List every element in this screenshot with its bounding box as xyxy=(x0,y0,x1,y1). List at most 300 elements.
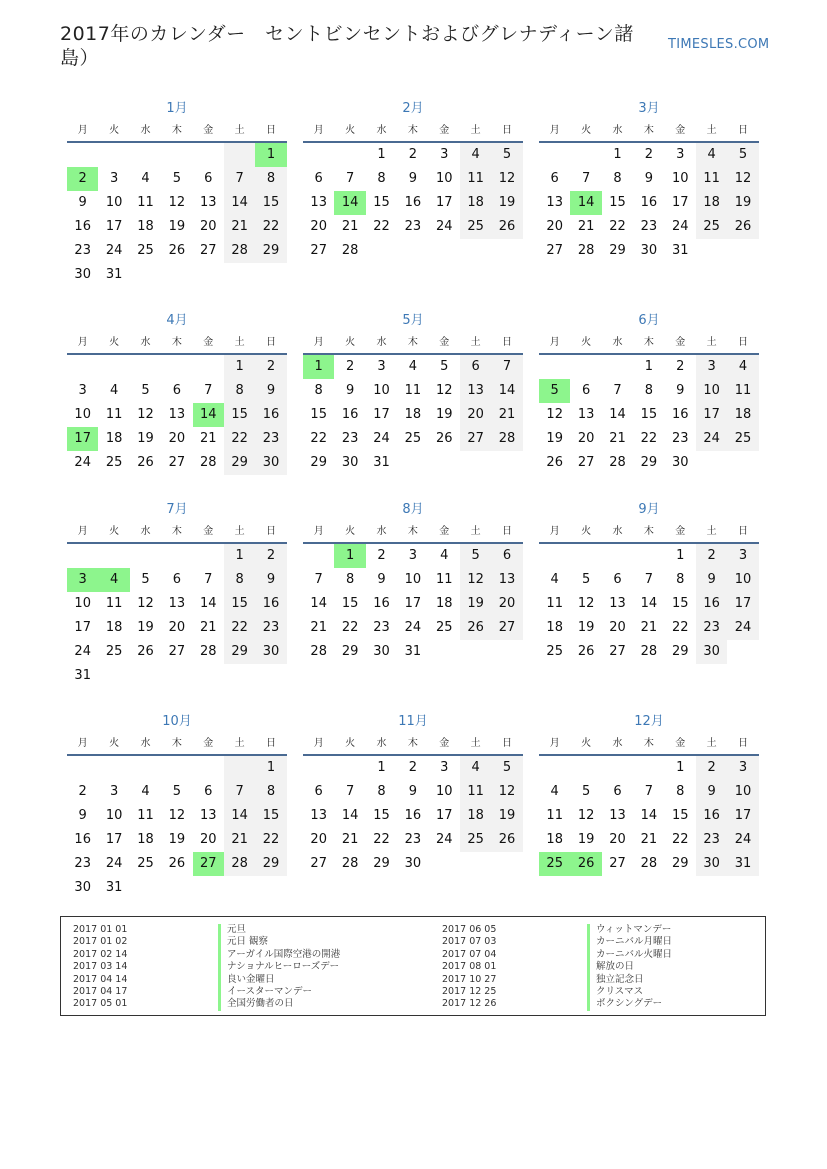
empty-cell xyxy=(570,143,601,167)
day-cell: 2 xyxy=(408,147,417,162)
day-cell: 10 xyxy=(373,383,390,398)
month-10 xyxy=(67,711,287,900)
day-cell: 30 xyxy=(74,267,91,282)
empty-cell xyxy=(539,143,570,167)
holiday-date: 2017 12 26 xyxy=(442,998,497,1010)
weekday-label: 火 xyxy=(345,526,356,537)
weekday-label: 日 xyxy=(266,526,277,537)
weekday-label: 水 xyxy=(140,526,151,537)
weekday-label: 火 xyxy=(345,337,356,348)
day-cell: 27 xyxy=(460,427,491,451)
month-9 xyxy=(539,499,759,664)
day-cell: 1 xyxy=(377,147,386,162)
day-cell: 27 xyxy=(609,856,626,871)
day-cell: 4 xyxy=(408,359,417,374)
day-cell: 3 xyxy=(109,171,119,186)
empty-cell xyxy=(67,355,98,379)
day-cell: 31 xyxy=(727,852,758,876)
day-cell: 18 xyxy=(727,403,758,427)
month-6 xyxy=(539,310,759,475)
day-cell: 11 xyxy=(105,596,123,611)
page-title: 2017年のカレンダー セントビンセントおよびグレナディーン諸島） xyxy=(60,23,634,69)
day-cell: 30 xyxy=(696,640,727,664)
day-cell: 9 xyxy=(78,195,87,210)
day-cell: 27 xyxy=(609,644,626,659)
day-cell: 3 xyxy=(408,548,417,563)
holiday-day-cell: 3 xyxy=(67,568,98,592)
holiday-day-cell: 2 xyxy=(67,167,98,191)
day-cell: 20 xyxy=(609,832,626,847)
weekday-label: 木 xyxy=(171,337,182,348)
holiday-date: 2017 02 14 xyxy=(73,948,128,960)
day-cell: 22 xyxy=(255,828,286,852)
day-cell: 31 xyxy=(404,644,422,659)
day-cell: 3 xyxy=(78,383,87,398)
day-cell: 21 xyxy=(341,219,359,234)
day-cell: 26 xyxy=(137,644,154,659)
weekday-label: 土 xyxy=(234,125,245,136)
day-cell: 3 xyxy=(377,359,386,374)
day-cell: 10 xyxy=(696,379,727,403)
weekday-label: 火 xyxy=(109,526,120,537)
day-cell: 22 xyxy=(224,427,255,451)
day-cell: 11 xyxy=(727,379,758,403)
month-name: 3月 xyxy=(638,101,660,116)
day-cell: 23 xyxy=(255,616,286,640)
day-cell: 16 xyxy=(341,407,359,422)
day-cell: 4 xyxy=(550,784,559,799)
day-cell: 19 xyxy=(460,592,491,616)
day-cell: 25 xyxy=(460,828,491,852)
day-cell: 27 xyxy=(310,856,327,871)
day-cell: 9 xyxy=(255,379,286,403)
day-cell: 20 xyxy=(609,620,626,635)
day-cell: 2 xyxy=(676,359,685,374)
day-cell: 13 xyxy=(577,407,595,422)
day-cell: 25 xyxy=(137,243,154,258)
day-cell: 6 xyxy=(314,171,323,186)
empty-cell xyxy=(539,544,570,568)
holiday-day-cell: 5 xyxy=(539,379,570,403)
day-cell: 12 xyxy=(491,780,522,804)
weekday-label: 木 xyxy=(407,125,418,136)
day-cell: 15 xyxy=(373,195,390,210)
day-cell: 25 xyxy=(546,644,563,659)
weekday-label: 日 xyxy=(502,738,513,749)
day-cell: 16 xyxy=(74,219,91,234)
day-cell: 6 xyxy=(460,355,491,379)
day-cell: 10 xyxy=(727,568,758,592)
day-cell: 18 xyxy=(404,407,422,422)
weekday-label: 金 xyxy=(203,337,214,348)
day-cell: 8 xyxy=(345,572,355,587)
holiday-day-cell: 14 xyxy=(570,191,601,215)
day-cell: 4 xyxy=(550,572,559,587)
weekday-label: 日 xyxy=(266,337,277,348)
day-cell: 5 xyxy=(491,756,522,780)
day-cell: 5 xyxy=(440,359,449,374)
day-cell: 20 xyxy=(199,219,217,234)
day-cell: 7 xyxy=(204,572,213,587)
empty-cell xyxy=(193,544,224,568)
weekday-label: 火 xyxy=(581,738,592,749)
day-cell: 28 xyxy=(199,644,217,659)
day-cell: 28 xyxy=(199,455,217,470)
day-cell: 30 xyxy=(341,455,359,470)
day-cell: 2 xyxy=(408,760,417,775)
day-cell: 26 xyxy=(460,616,491,640)
day-cell: 21 xyxy=(640,620,658,635)
month-name: 11月 xyxy=(398,714,428,729)
weekday-label: 木 xyxy=(643,125,654,136)
day-cell: 15 xyxy=(671,808,689,823)
weekday-label: 金 xyxy=(203,526,214,537)
empty-cell xyxy=(303,143,334,167)
day-cell: 23 xyxy=(373,620,390,635)
day-cell: 12 xyxy=(727,167,758,191)
empty-cell xyxy=(334,756,365,780)
day-cell: 13 xyxy=(310,808,327,823)
day-cell: 24 xyxy=(74,455,91,470)
day-cell: 22 xyxy=(341,620,359,635)
weekday-label: 金 xyxy=(675,125,686,136)
holiday-name: カーニバル月曜日 xyxy=(587,936,672,948)
day-cell: 16 xyxy=(373,596,390,611)
day-cell: 17 xyxy=(727,804,758,828)
day-cell: 14 xyxy=(199,596,217,611)
day-cell: 12 xyxy=(577,596,595,611)
day-cell: 24 xyxy=(74,644,91,659)
day-cell: 25 xyxy=(137,856,154,871)
weekday-label: 木 xyxy=(171,738,182,749)
day-cell: 11 xyxy=(460,167,491,191)
day-cell: 17 xyxy=(105,219,123,234)
empty-cell xyxy=(633,544,664,568)
day-cell: 12 xyxy=(577,808,595,823)
day-cell: 6 xyxy=(550,171,559,186)
day-cell: 4 xyxy=(460,756,491,780)
holiday-name: 元日 観察 xyxy=(218,936,268,948)
day-cell: 7 xyxy=(345,784,355,799)
day-cell: 31 xyxy=(373,455,390,470)
day-cell: 26 xyxy=(168,243,186,258)
day-cell: 21 xyxy=(341,832,359,847)
month-1 xyxy=(67,98,287,287)
day-cell: 5 xyxy=(727,143,758,167)
day-cell: 19 xyxy=(491,191,522,215)
weekday-label: 日 xyxy=(738,738,749,749)
empty-cell xyxy=(193,355,224,379)
day-cell: 6 xyxy=(204,171,213,186)
day-cell: 13 xyxy=(199,808,217,823)
day-cell: 5 xyxy=(172,171,181,186)
day-cell: 3 xyxy=(696,355,727,379)
weekday-label: 水 xyxy=(612,125,623,136)
holiday-date: 2017 10 27 xyxy=(442,973,497,985)
day-cell: 2 xyxy=(255,544,286,568)
holiday-name: アーガイル国際空港の開港 xyxy=(218,949,340,961)
day-cell: 26 xyxy=(491,828,522,852)
weekday-label: 土 xyxy=(470,337,481,348)
empty-cell xyxy=(570,355,601,379)
day-cell: 12 xyxy=(168,195,186,210)
day-cell: 22 xyxy=(640,431,658,446)
month-12 xyxy=(539,711,759,876)
day-cell: 30 xyxy=(671,455,689,470)
day-cell: 16 xyxy=(255,403,286,427)
day-cell: 28 xyxy=(577,243,595,258)
day-cell: 23 xyxy=(671,431,689,446)
weekday-label: 木 xyxy=(643,337,654,348)
holiday-legend xyxy=(60,916,766,1016)
day-cell: 23 xyxy=(696,828,727,852)
day-cell: 1 xyxy=(644,359,653,374)
day-cell: 9 xyxy=(255,568,286,592)
day-cell: 9 xyxy=(78,808,87,823)
empty-cell xyxy=(98,143,129,167)
day-cell: 21 xyxy=(199,620,217,635)
empty-cell xyxy=(334,143,365,167)
day-cell: 16 xyxy=(74,832,91,847)
day-cell: 4 xyxy=(109,383,119,398)
weekday-label: 金 xyxy=(203,738,214,749)
month-name: 9月 xyxy=(638,502,660,517)
day-cell: 10 xyxy=(404,572,422,587)
day-cell: 17 xyxy=(373,407,390,422)
day-cell: 31 xyxy=(74,668,91,683)
day-cell: 22 xyxy=(255,215,286,239)
day-cell: 23 xyxy=(74,856,91,871)
day-cell: 19 xyxy=(546,431,563,446)
weekday-label: 月 xyxy=(77,526,88,537)
holiday-date: 2017 01 01 xyxy=(73,924,128,935)
empty-cell xyxy=(130,756,161,780)
month-name: 5月 xyxy=(402,313,424,328)
day-cell: 23 xyxy=(404,219,422,234)
day-cell: 10 xyxy=(435,784,453,799)
day-cell: 29 xyxy=(640,455,658,470)
day-cell: 7 xyxy=(644,784,653,799)
day-cell: 29 xyxy=(255,852,286,876)
day-cell: 27 xyxy=(577,455,595,470)
month-name: 4月 xyxy=(166,313,188,328)
day-cell: 6 xyxy=(172,383,181,398)
day-cell: 17 xyxy=(435,808,453,823)
day-cell: 11 xyxy=(546,808,563,823)
weekday-label: 日 xyxy=(738,125,749,136)
day-cell: 18 xyxy=(696,191,727,215)
day-cell: 29 xyxy=(224,451,255,475)
weekday-label: 月 xyxy=(549,337,560,348)
day-cell: 9 xyxy=(377,572,386,587)
weekday-label: 土 xyxy=(234,337,245,348)
day-cell: 8 xyxy=(676,572,685,587)
day-cell: 18 xyxy=(460,804,491,828)
day-cell: 15 xyxy=(640,407,658,422)
day-cell: 27 xyxy=(546,243,563,258)
weekday-label: 金 xyxy=(439,125,450,136)
weekday-label: 日 xyxy=(738,526,749,537)
weekday-label: 日 xyxy=(266,738,277,749)
day-cell: 17 xyxy=(727,592,758,616)
day-cell: 2 xyxy=(345,359,355,374)
day-cell: 2 xyxy=(377,548,386,563)
day-cell: 11 xyxy=(460,780,491,804)
holiday-date: 2017 03 14 xyxy=(73,961,128,973)
day-cell: 26 xyxy=(435,431,453,446)
day-cell: 24 xyxy=(373,431,390,446)
weekday-label: 火 xyxy=(109,337,120,348)
empty-cell xyxy=(303,756,334,780)
holiday-date: 2017 04 17 xyxy=(73,985,128,997)
weekday-label: 金 xyxy=(439,526,450,537)
day-cell: 20 xyxy=(491,592,522,616)
weekday-label: 月 xyxy=(313,738,324,749)
weekday-label: 土 xyxy=(470,738,481,749)
day-cell: 29 xyxy=(373,856,390,871)
holiday-day-cell: 26 xyxy=(570,852,601,876)
holiday-day-cell: 27 xyxy=(193,852,224,876)
day-cell: 6 xyxy=(613,784,622,799)
day-cell: 19 xyxy=(168,832,186,847)
empty-cell xyxy=(602,355,633,379)
day-cell: 26 xyxy=(168,856,186,871)
day-cell: 1 xyxy=(676,760,685,775)
empty-cell xyxy=(130,143,161,167)
month-8 xyxy=(303,499,523,664)
day-cell: 2 xyxy=(696,756,727,780)
day-cell: 24 xyxy=(727,616,758,640)
day-cell: 18 xyxy=(546,620,563,635)
day-cell: 3 xyxy=(727,756,758,780)
day-cell: 16 xyxy=(671,407,689,422)
month-name: 6月 xyxy=(638,313,660,328)
day-cell: 10 xyxy=(727,780,758,804)
weekday-label: 金 xyxy=(439,738,450,749)
weekday-label: 金 xyxy=(675,337,686,348)
empty-cell xyxy=(161,355,192,379)
weekday-label: 火 xyxy=(109,738,120,749)
weekday-label: 土 xyxy=(234,526,245,537)
day-cell: 6 xyxy=(491,544,522,568)
empty-cell xyxy=(98,756,129,780)
day-cell: 14 xyxy=(640,808,658,823)
empty-cell xyxy=(161,143,192,167)
weekday-label: 木 xyxy=(407,526,418,537)
brand-logo[interactable]: TIMESLES.COM xyxy=(668,37,770,52)
weekday-label: 月 xyxy=(549,738,560,749)
day-cell: 11 xyxy=(435,572,453,587)
day-cell: 18 xyxy=(105,431,123,446)
day-cell: 28 xyxy=(640,644,658,659)
weekday-label: 木 xyxy=(407,337,418,348)
weekday-label: 金 xyxy=(675,526,686,537)
day-cell: 22 xyxy=(671,620,689,635)
day-cell: 6 xyxy=(172,572,181,587)
day-cell: 1 xyxy=(255,756,286,780)
holiday-date: 2017 08 01 xyxy=(442,961,497,973)
day-cell: 20 xyxy=(460,403,491,427)
empty-cell xyxy=(602,756,633,780)
day-cell: 16 xyxy=(255,592,286,616)
weekday-label: 水 xyxy=(376,125,387,136)
empty-cell xyxy=(98,355,129,379)
empty-cell xyxy=(570,544,601,568)
holiday-day-cell: 14 xyxy=(193,403,224,427)
day-cell: 13 xyxy=(609,596,626,611)
day-cell: 9 xyxy=(345,383,355,398)
day-cell: 8 xyxy=(644,383,653,398)
holiday-day-cell: 17 xyxy=(67,427,98,451)
weekday-label: 火 xyxy=(581,526,592,537)
day-cell: 14 xyxy=(341,808,359,823)
day-cell: 21 xyxy=(577,219,595,234)
day-cell: 5 xyxy=(141,572,150,587)
month-name: 1月 xyxy=(166,101,188,116)
day-cell: 7 xyxy=(491,355,522,379)
holiday-name: 良い金曜日 xyxy=(218,974,275,986)
day-cell: 27 xyxy=(310,243,327,258)
day-cell: 9 xyxy=(408,171,417,186)
holiday-name: ウィットマンデー xyxy=(587,924,671,936)
weekday-label: 土 xyxy=(470,526,481,537)
day-cell: 30 xyxy=(640,243,658,258)
day-cell: 19 xyxy=(137,431,154,446)
holiday-date: 2017 06 05 xyxy=(442,924,497,935)
holiday-date: 2017 05 01 xyxy=(73,998,128,1010)
day-cell: 5 xyxy=(141,383,150,398)
day-cell: 14 xyxy=(224,804,255,828)
weekday-label: 土 xyxy=(706,738,717,749)
holiday-name: 独立記念日 xyxy=(587,974,644,986)
holiday-day-cell: 14 xyxy=(334,191,365,215)
day-cell: 22 xyxy=(671,832,689,847)
weekday-label: 日 xyxy=(738,337,749,348)
day-cell: 24 xyxy=(105,243,123,258)
day-cell: 29 xyxy=(224,640,255,664)
weekday-label: 木 xyxy=(643,738,654,749)
day-cell: 26 xyxy=(546,455,563,470)
weekday-label: 木 xyxy=(171,526,182,537)
weekday-label: 月 xyxy=(313,526,324,537)
weekday-label: 土 xyxy=(706,337,717,348)
day-cell: 15 xyxy=(224,592,255,616)
day-cell: 1 xyxy=(613,147,622,162)
empty-cell xyxy=(130,355,161,379)
empty-cell xyxy=(98,544,129,568)
day-cell: 29 xyxy=(255,239,286,263)
day-cell: 17 xyxy=(105,832,123,847)
day-cell: 21 xyxy=(609,431,626,446)
day-cell: 2 xyxy=(255,355,286,379)
holiday-day-cell: 1 xyxy=(334,544,365,568)
day-cell: 15 xyxy=(671,596,689,611)
day-cell: 12 xyxy=(137,407,154,422)
day-cell: 7 xyxy=(204,383,213,398)
day-cell: 21 xyxy=(199,431,217,446)
weekday-label: 水 xyxy=(612,738,623,749)
day-cell: 15 xyxy=(341,596,359,611)
month-name: 7月 xyxy=(166,502,188,517)
day-cell: 19 xyxy=(435,407,453,422)
day-cell: 8 xyxy=(377,784,386,799)
holiday-date: 2017 04 14 xyxy=(73,973,128,985)
holiday-day-cell: 1 xyxy=(255,143,286,167)
day-cell: 5 xyxy=(172,784,181,799)
day-cell: 7 xyxy=(644,572,653,587)
day-cell: 10 xyxy=(74,596,91,611)
day-cell: 15 xyxy=(609,195,626,210)
